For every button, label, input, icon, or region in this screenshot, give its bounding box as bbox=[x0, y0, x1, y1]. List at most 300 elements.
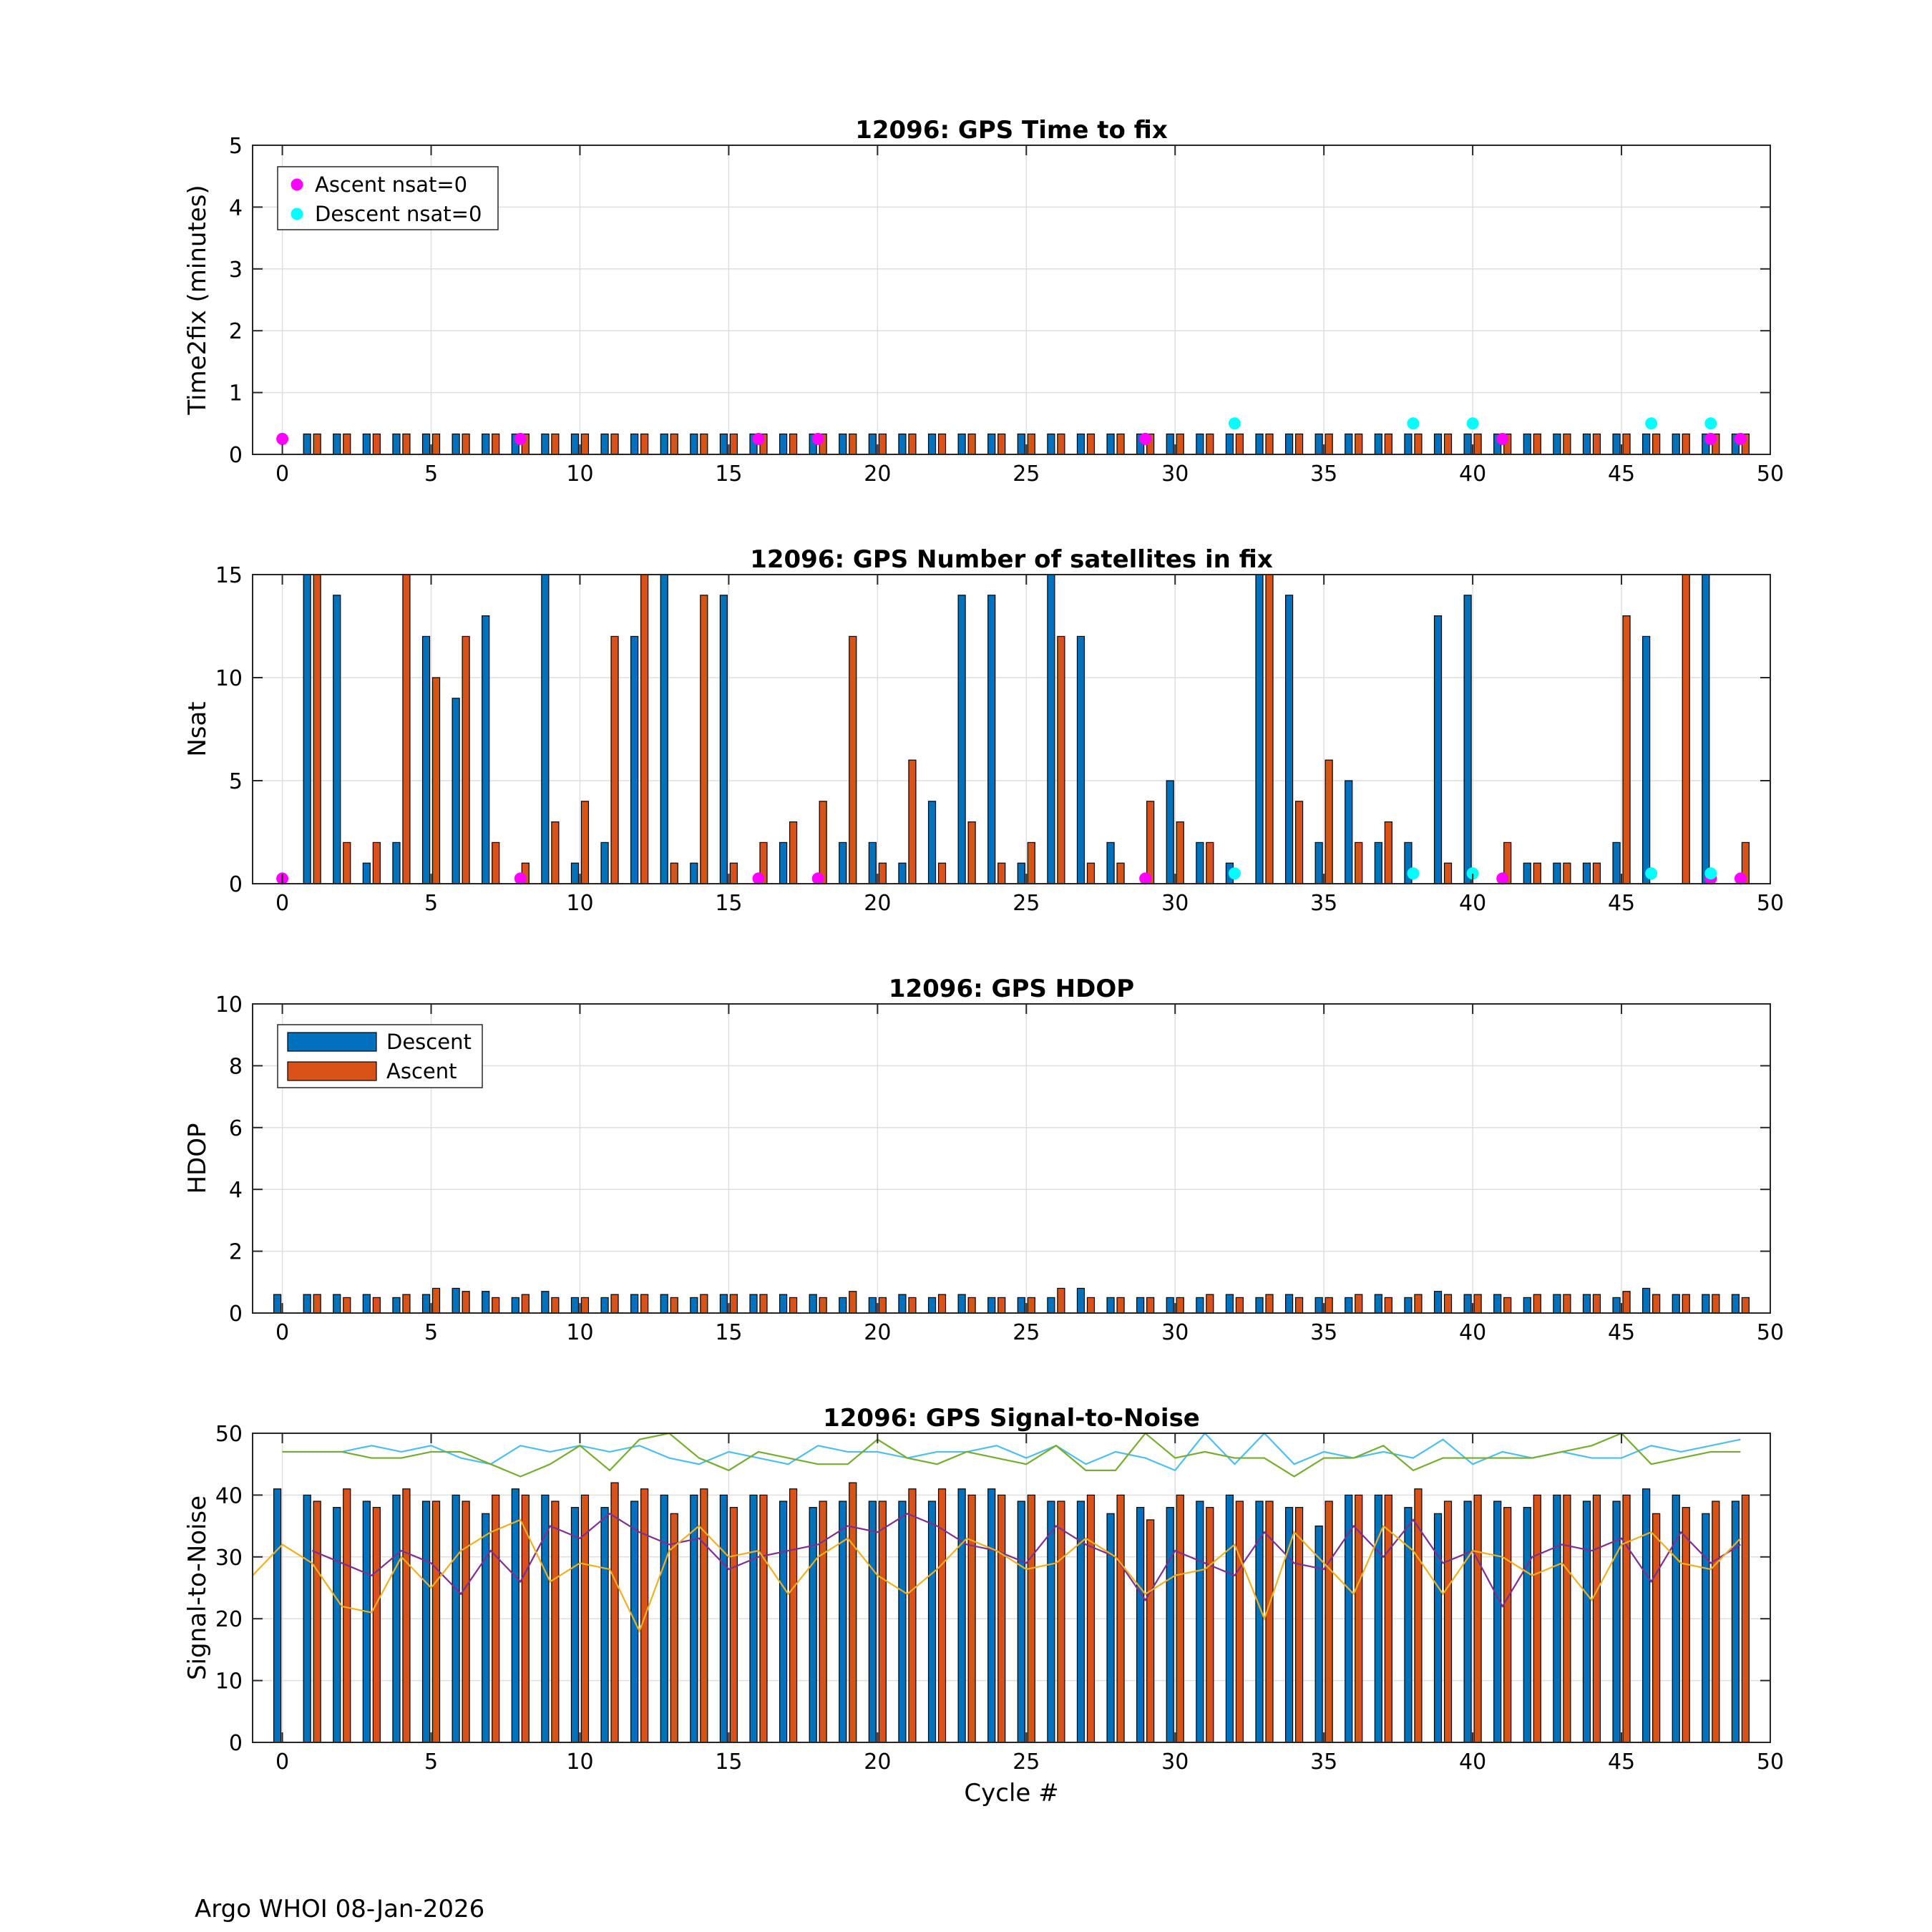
bar-ascent bbox=[849, 636, 857, 884]
bar-descent bbox=[1435, 434, 1442, 454]
bar-ascent bbox=[1445, 434, 1452, 454]
bar-ascent bbox=[313, 1294, 321, 1313]
bar-descent bbox=[1405, 1508, 1412, 1742]
bar-ascent bbox=[790, 434, 797, 454]
bar-ascent bbox=[1296, 1508, 1303, 1742]
bar-ascent bbox=[1296, 1297, 1303, 1313]
x-tick-label: 30 bbox=[1161, 891, 1189, 916]
bar-ascent bbox=[1533, 1294, 1541, 1313]
bar-descent bbox=[423, 636, 430, 884]
bar-descent bbox=[1196, 1501, 1204, 1742]
bar-ascent bbox=[790, 1489, 797, 1742]
y-tick-label: 2 bbox=[228, 319, 243, 345]
marker-ascent-nsat0 bbox=[1735, 872, 1747, 884]
x-tick-label: 40 bbox=[1459, 462, 1487, 487]
bar-descent bbox=[1613, 842, 1620, 884]
x-tick-label: 15 bbox=[715, 462, 743, 487]
bar-descent bbox=[393, 434, 400, 454]
bar-descent bbox=[423, 434, 430, 454]
bar-ascent bbox=[462, 434, 469, 454]
bar-ascent bbox=[611, 1483, 618, 1742]
bar-ascent bbox=[1058, 434, 1065, 454]
bar-ascent bbox=[1355, 434, 1362, 454]
bar-descent bbox=[1523, 1297, 1531, 1313]
bar-descent bbox=[1643, 434, 1650, 454]
x-tick-label: 10 bbox=[566, 891, 594, 916]
bar-descent bbox=[660, 1294, 668, 1313]
bar-descent bbox=[869, 842, 876, 884]
bar-ascent bbox=[1682, 1294, 1689, 1313]
bar-descent bbox=[452, 698, 459, 884]
bar-descent bbox=[363, 863, 370, 884]
bar-ascent bbox=[1385, 822, 1392, 884]
bar-ascent bbox=[819, 1297, 826, 1313]
marker-descent-nsat0 bbox=[1229, 417, 1241, 429]
x-tick-label: 45 bbox=[1607, 891, 1636, 916]
bar-descent bbox=[780, 1294, 787, 1313]
bar-descent bbox=[1375, 842, 1382, 884]
bar-descent bbox=[1018, 434, 1025, 454]
bar-descent bbox=[423, 1294, 430, 1313]
bar-ascent bbox=[1266, 575, 1273, 884]
bar-descent bbox=[720, 595, 727, 884]
marker-descent-nsat0 bbox=[1645, 867, 1657, 879]
marker-ascent-nsat0 bbox=[753, 872, 765, 884]
marker-ascent-nsat0 bbox=[1496, 872, 1508, 884]
bar-descent bbox=[750, 1294, 757, 1313]
bar-ascent bbox=[849, 1483, 857, 1742]
legend-descent-nsat0-marker bbox=[291, 208, 303, 220]
bar-ascent bbox=[998, 863, 1005, 884]
bar-descent bbox=[512, 1489, 519, 1742]
bar-descent bbox=[1226, 1294, 1233, 1313]
bar-ascent bbox=[581, 801, 588, 884]
bar-descent bbox=[958, 595, 965, 884]
y-tick-label: 5 bbox=[228, 769, 243, 794]
bar-ascent bbox=[1355, 1294, 1362, 1313]
bar-ascent bbox=[313, 434, 321, 454]
bar-descent bbox=[1435, 616, 1442, 884]
bar-ascent bbox=[1028, 1495, 1035, 1742]
bar-ascent bbox=[1742, 1495, 1749, 1742]
x-tick-label: 45 bbox=[1607, 462, 1636, 487]
bar-ascent bbox=[1147, 1520, 1154, 1742]
bar-ascent bbox=[1266, 1294, 1273, 1313]
panel-time-to-fix bbox=[183, 116, 1784, 487]
bar-ascent bbox=[1087, 434, 1094, 454]
bar-ascent bbox=[1325, 1501, 1332, 1742]
bar-descent bbox=[303, 434, 311, 454]
bar-descent bbox=[988, 595, 995, 884]
bar-descent bbox=[1107, 842, 1114, 884]
bar-ascent bbox=[1206, 1294, 1214, 1313]
x-tick-label: 10 bbox=[566, 1750, 594, 1775]
bar-descent bbox=[1286, 434, 1293, 454]
y-tick-label: 40 bbox=[215, 1483, 243, 1509]
bar-descent bbox=[1523, 434, 1531, 454]
bar-descent bbox=[423, 1501, 430, 1742]
marker-ascent-nsat0 bbox=[514, 433, 527, 445]
bar-ascent bbox=[552, 1297, 559, 1313]
y-tick-label: 20 bbox=[215, 1607, 243, 1633]
bar-descent bbox=[1702, 1294, 1709, 1313]
bar-descent bbox=[839, 434, 847, 454]
bar-descent bbox=[363, 1501, 370, 1742]
bar-descent bbox=[839, 842, 847, 884]
bar-ascent bbox=[1415, 434, 1422, 454]
marker-ascent-nsat0 bbox=[1704, 433, 1717, 445]
legend-label: Ascent bbox=[386, 1059, 457, 1083]
bar-ascent bbox=[1563, 863, 1571, 884]
bar-ascent bbox=[968, 1297, 975, 1313]
bar-ascent bbox=[1474, 1294, 1481, 1313]
bar-ascent bbox=[1504, 1297, 1511, 1313]
bar-ascent bbox=[1623, 434, 1630, 454]
x-tick-label: 10 bbox=[566, 1320, 594, 1345]
marker-descent-nsat0 bbox=[1704, 417, 1717, 429]
bar-descent bbox=[303, 575, 311, 884]
bar-ascent bbox=[522, 1294, 529, 1313]
x-tick-label: 30 bbox=[1161, 1320, 1189, 1345]
panel-hdop bbox=[183, 975, 1784, 1345]
bar-descent bbox=[691, 863, 698, 884]
bar-descent bbox=[1464, 434, 1471, 454]
bar-descent bbox=[512, 1297, 519, 1313]
bar-descent bbox=[958, 434, 965, 454]
bar-ascent bbox=[403, 1489, 410, 1742]
y-tick-label: 30 bbox=[215, 1545, 243, 1571]
legend-label: Descent bbox=[386, 1030, 472, 1054]
bar-ascent bbox=[1028, 434, 1035, 454]
marker-ascent-nsat0 bbox=[1139, 872, 1151, 884]
bar-ascent bbox=[701, 1294, 708, 1313]
bar-descent bbox=[333, 1294, 341, 1313]
bar-descent bbox=[1137, 1297, 1144, 1313]
bar-ascent bbox=[1653, 1513, 1660, 1742]
bar-descent bbox=[1018, 863, 1025, 884]
bar-descent bbox=[393, 842, 400, 884]
bar-ascent bbox=[909, 1489, 916, 1742]
y-axis-label: HDOP bbox=[183, 1123, 212, 1194]
bar-ascent bbox=[1385, 1297, 1392, 1313]
y-tick-label: 3 bbox=[228, 257, 243, 283]
marker-ascent-nsat0 bbox=[276, 433, 288, 445]
bar-descent bbox=[1166, 1297, 1174, 1313]
marker-descent-nsat0 bbox=[1407, 417, 1419, 429]
bar-ascent bbox=[1712, 1294, 1719, 1313]
y-tick-label: 15 bbox=[215, 563, 243, 588]
bar-descent bbox=[988, 1297, 995, 1313]
bar-descent bbox=[1345, 781, 1352, 884]
bar-descent bbox=[720, 1495, 727, 1742]
bar-ascent bbox=[1533, 1495, 1541, 1742]
bar-descent bbox=[1375, 1294, 1382, 1313]
bar-descent bbox=[452, 434, 459, 454]
bar-ascent bbox=[403, 575, 410, 884]
bar-descent bbox=[1256, 1297, 1263, 1313]
marker-ascent-nsat0 bbox=[753, 433, 765, 445]
bar-descent bbox=[1315, 434, 1322, 454]
bar-ascent bbox=[1593, 863, 1600, 884]
bar-ascent bbox=[492, 1297, 499, 1313]
bar-descent bbox=[1196, 434, 1204, 454]
chart-title: 12096: GPS HDOP bbox=[888, 975, 1135, 1003]
bar-ascent bbox=[403, 434, 410, 454]
bar-descent bbox=[1077, 1288, 1084, 1313]
bar-descent bbox=[542, 434, 549, 454]
bar-descent bbox=[660, 1495, 668, 1742]
bar-descent bbox=[1643, 636, 1650, 884]
bar-descent bbox=[1643, 1288, 1650, 1313]
bar-descent bbox=[780, 434, 787, 454]
bar-descent bbox=[1523, 863, 1531, 884]
bar-ascent bbox=[1028, 842, 1035, 884]
bar-descent bbox=[1048, 1297, 1055, 1313]
bar-descent bbox=[1077, 1501, 1084, 1742]
y-tick-label: 10 bbox=[215, 992, 243, 1018]
bar-ascent bbox=[879, 863, 886, 884]
bar-ascent bbox=[1325, 760, 1332, 884]
bar-ascent bbox=[1117, 1495, 1124, 1742]
bar-ascent bbox=[522, 1495, 529, 1742]
bar-descent bbox=[1583, 863, 1590, 884]
bar-ascent bbox=[433, 434, 440, 454]
bar-descent bbox=[660, 434, 668, 454]
marker-descent-nsat0 bbox=[1229, 867, 1241, 879]
snr-line-2 bbox=[283, 1433, 1741, 1476]
bar-descent bbox=[333, 1508, 341, 1742]
bar-ascent bbox=[1415, 1294, 1422, 1313]
bar-descent bbox=[571, 1297, 578, 1313]
bar-descent bbox=[1226, 1495, 1233, 1742]
bar-descent bbox=[929, 1297, 936, 1313]
bar-ascent bbox=[939, 434, 946, 454]
bar-descent bbox=[839, 1501, 847, 1742]
x-tick-label: 5 bbox=[424, 891, 439, 916]
bar-descent bbox=[1256, 575, 1263, 884]
bar-ascent bbox=[552, 822, 559, 884]
x-tick-label: 40 bbox=[1459, 891, 1487, 916]
bar-descent bbox=[1613, 434, 1620, 454]
y-tick-label: 10 bbox=[215, 666, 243, 691]
y-tick-label: 6 bbox=[228, 1116, 243, 1141]
bar-descent bbox=[1226, 434, 1233, 454]
bar-ascent bbox=[909, 434, 916, 454]
x-tick-label: 25 bbox=[1013, 891, 1040, 916]
bar-descent bbox=[720, 1294, 727, 1313]
bar-ascent bbox=[701, 434, 708, 454]
bar-ascent bbox=[1236, 434, 1243, 454]
bar-descent bbox=[1166, 781, 1174, 884]
bar-descent bbox=[1018, 1297, 1025, 1313]
bar-descent bbox=[631, 636, 638, 884]
bar-descent bbox=[780, 842, 787, 884]
y-tick-label: 1 bbox=[228, 381, 243, 406]
legend-ascent-swatch bbox=[288, 1062, 376, 1080]
bar-ascent bbox=[581, 434, 588, 454]
bar-ascent bbox=[433, 678, 440, 884]
bar-descent bbox=[1464, 1501, 1471, 1742]
bar-descent bbox=[571, 434, 578, 454]
bar-descent bbox=[1286, 1508, 1293, 1742]
bar-ascent bbox=[1117, 434, 1124, 454]
bar-ascent bbox=[730, 863, 737, 884]
bar-descent bbox=[1018, 1501, 1025, 1742]
bar-descent bbox=[1435, 1292, 1442, 1313]
bar-descent bbox=[452, 1288, 459, 1313]
bar-descent bbox=[869, 1501, 876, 1742]
bar-ascent bbox=[373, 434, 380, 454]
bar-ascent bbox=[462, 1501, 469, 1742]
bar-ascent bbox=[462, 636, 469, 884]
y-tick-label: 4 bbox=[228, 195, 243, 221]
bar-descent bbox=[631, 434, 638, 454]
bar-ascent bbox=[1385, 434, 1392, 454]
bar-ascent bbox=[1028, 1297, 1035, 1313]
bar-ascent bbox=[819, 801, 826, 884]
marker-ascent-nsat0 bbox=[514, 872, 527, 884]
chart-title: 12096: GPS Time to fix bbox=[855, 116, 1168, 145]
x-tick-label: 25 bbox=[1013, 1750, 1040, 1775]
bar-descent bbox=[1375, 434, 1382, 454]
bar-descent bbox=[1732, 1501, 1739, 1742]
bar-descent bbox=[1702, 1513, 1709, 1742]
bar-ascent bbox=[849, 434, 857, 454]
bar-descent bbox=[1077, 434, 1084, 454]
bar-descent bbox=[1702, 575, 1709, 884]
y-tick-label: 50 bbox=[215, 1422, 243, 1447]
x-tick-label: 0 bbox=[275, 891, 290, 916]
bar-ascent bbox=[1176, 822, 1184, 884]
bar-descent bbox=[1732, 1294, 1739, 1313]
bar-ascent bbox=[1742, 1297, 1749, 1313]
bar-ascent bbox=[581, 1297, 588, 1313]
bar-ascent bbox=[1593, 1294, 1600, 1313]
bar-ascent bbox=[552, 1501, 559, 1742]
bar-descent bbox=[1464, 595, 1471, 884]
bar-ascent bbox=[670, 434, 678, 454]
bar-ascent bbox=[343, 1297, 351, 1313]
legend-label: Descent nsat=0 bbox=[315, 202, 482, 226]
x-tick-label: 40 bbox=[1459, 1750, 1487, 1775]
bar-ascent bbox=[1296, 434, 1303, 454]
bar-ascent bbox=[701, 595, 708, 884]
bar-ascent bbox=[373, 842, 380, 884]
bar-ascent bbox=[790, 822, 797, 884]
bar-ascent bbox=[1682, 1508, 1689, 1742]
bar-ascent bbox=[730, 1508, 737, 1742]
legend-label: Ascent nsat=0 bbox=[315, 172, 468, 197]
x-axis-label: Cycle # bbox=[964, 1779, 1059, 1807]
bar-ascent bbox=[879, 434, 886, 454]
bar-descent bbox=[482, 616, 489, 884]
x-tick-label: 0 bbox=[275, 462, 290, 487]
bar-descent bbox=[393, 1495, 400, 1742]
bar-descent bbox=[869, 434, 876, 454]
bar-ascent bbox=[313, 1501, 321, 1742]
bar-ascent bbox=[1176, 1495, 1184, 1742]
bar-descent bbox=[1553, 863, 1561, 884]
bar-descent bbox=[1494, 1294, 1501, 1313]
bar-ascent bbox=[1682, 575, 1689, 884]
bar-ascent bbox=[1236, 1501, 1243, 1742]
bar-ascent bbox=[909, 1297, 916, 1313]
bar-ascent bbox=[1593, 434, 1600, 454]
bar-ascent bbox=[1206, 1508, 1214, 1742]
bar-descent bbox=[660, 575, 668, 884]
bar-descent bbox=[750, 1495, 757, 1742]
chart-title: 12096: GPS Number of satellites in fix bbox=[750, 545, 1273, 574]
bar-descent bbox=[1435, 1513, 1442, 1742]
bar-ascent bbox=[998, 434, 1005, 454]
bar-descent bbox=[1672, 434, 1679, 454]
bar-ascent bbox=[1445, 863, 1452, 884]
bar-ascent bbox=[492, 842, 499, 884]
bar-descent bbox=[988, 434, 995, 454]
bar-descent bbox=[1553, 434, 1561, 454]
bar-descent bbox=[1107, 1513, 1114, 1742]
x-tick-label: 5 bbox=[424, 1750, 439, 1775]
bar-descent bbox=[274, 1294, 281, 1313]
bar-ascent bbox=[1563, 1495, 1571, 1742]
bar-ascent bbox=[1087, 1495, 1094, 1742]
x-tick-label: 25 bbox=[1013, 1320, 1040, 1345]
bar-ascent bbox=[1593, 1495, 1600, 1742]
x-tick-label: 50 bbox=[1756, 1750, 1785, 1775]
bar-descent bbox=[1583, 1501, 1590, 1742]
bar-descent bbox=[1107, 1297, 1114, 1313]
bar-ascent bbox=[433, 1501, 440, 1742]
bar-descent bbox=[1166, 1508, 1174, 1742]
footer-text: Argo WHOI 08-Jan-2026 bbox=[195, 1895, 485, 1923]
bar-descent bbox=[1613, 1501, 1620, 1742]
bar-ascent bbox=[1504, 1508, 1511, 1742]
bar-descent bbox=[303, 1495, 311, 1742]
bar-ascent bbox=[1653, 434, 1660, 454]
marker-descent-nsat0 bbox=[1467, 417, 1479, 429]
bar-ascent bbox=[641, 575, 648, 884]
bar-ascent bbox=[462, 1292, 469, 1313]
bar-descent bbox=[929, 801, 936, 884]
bar-ascent bbox=[879, 1501, 886, 1742]
snr-line-4 bbox=[253, 1520, 1740, 1631]
bar-descent bbox=[1523, 1508, 1531, 1742]
bar-ascent bbox=[343, 1489, 351, 1742]
y-tick-label: 0 bbox=[228, 1731, 243, 1756]
bar-ascent bbox=[1653, 1294, 1660, 1313]
bar-ascent bbox=[1236, 1297, 1243, 1313]
bar-descent bbox=[1553, 1294, 1561, 1313]
bar-ascent bbox=[760, 1495, 767, 1742]
x-tick-label: 35 bbox=[1310, 891, 1338, 916]
x-tick-label: 20 bbox=[864, 462, 892, 487]
bar-descent bbox=[1553, 1495, 1561, 1742]
bar-descent bbox=[333, 595, 341, 884]
snr-line-1 bbox=[283, 1433, 1741, 1470]
bar-ascent bbox=[1445, 1294, 1452, 1313]
x-tick-label: 35 bbox=[1310, 462, 1338, 487]
bar-ascent bbox=[1533, 863, 1541, 884]
x-tick-label: 30 bbox=[1161, 1750, 1189, 1775]
bar-ascent bbox=[1445, 1501, 1452, 1742]
y-tick-label: 0 bbox=[228, 443, 243, 468]
bar-ascent bbox=[343, 842, 351, 884]
x-tick-label: 20 bbox=[864, 1750, 892, 1775]
bar-ascent bbox=[1058, 636, 1065, 884]
bar-ascent bbox=[343, 434, 351, 454]
bar-descent bbox=[601, 1508, 608, 1742]
bar-ascent bbox=[968, 434, 975, 454]
